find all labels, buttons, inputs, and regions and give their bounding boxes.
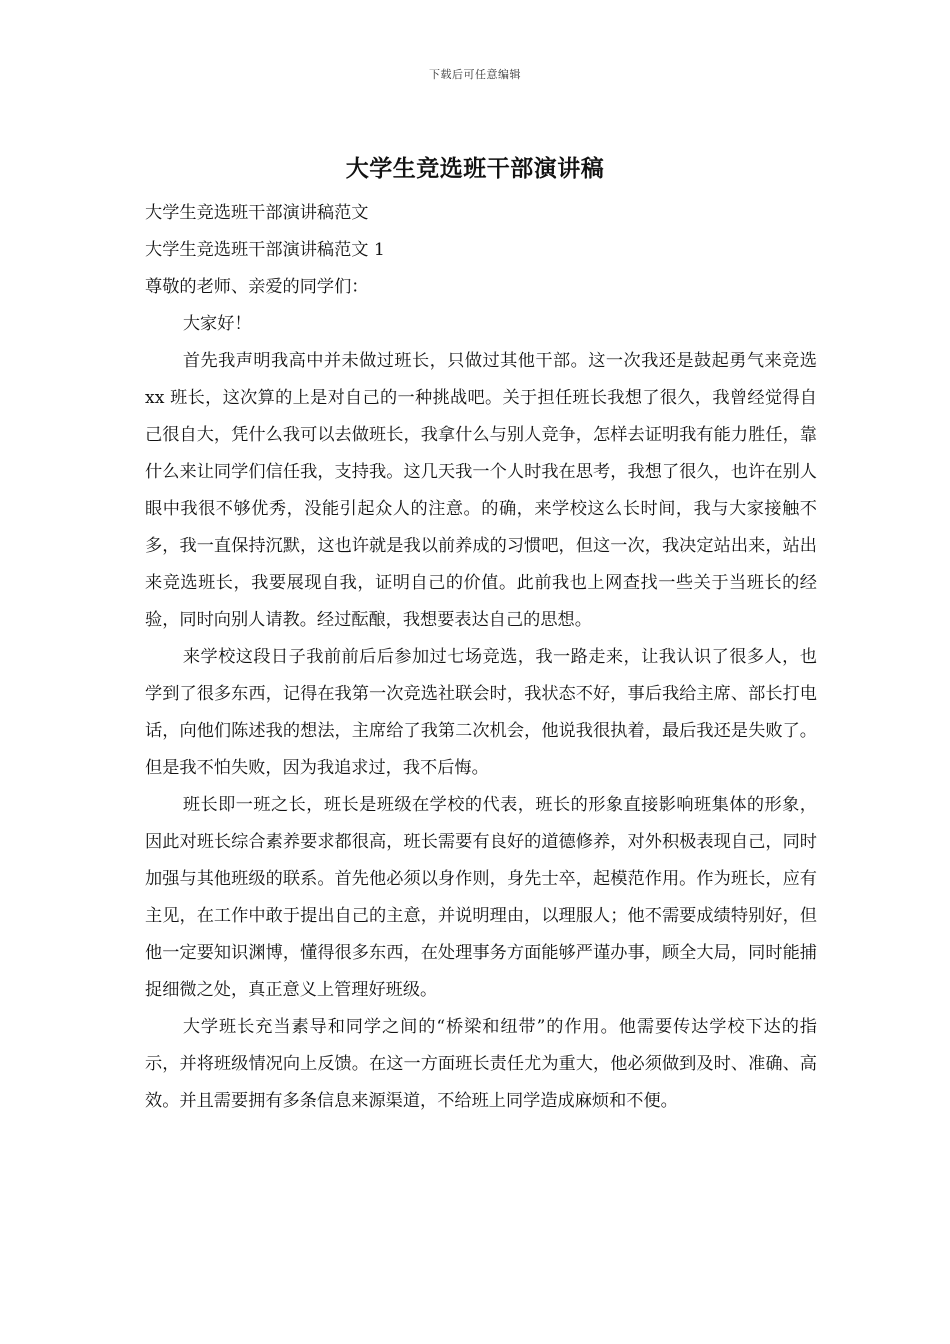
paragraph-3: 班长即一班之长，班长是班级在学校的代表，班长的形象直接影响班集体的形象，因此对班长综合素养要求都很高，班长需要有良好的道德修养，对外积极表现自己，同时加强与其他班级的联系。首先他必须以身作则，身先士卒，起模范作用。作为班长，应有主见，在工作中敢于提出自己的主意，并说明理由，以理服人；他不需要成绩特别好，但他一定要知识渊博，懂得很多东西，在处理事务方面能够严谨办事，顾全大局，同时能捕捉细微之处，真正意义上管理好班级。 — [145, 795, 817, 1000]
paragraph-4: 大学班长充当素导和同学之间的“桥梁和纽带”的作用。他需要传达学校下达的指示，并将班级情况向上反馈。在这一方面班长责任尤为重大，他必须做到及时、准确、高效。并且需要拥有多条信息来源渠道，不给班上同学造成麻烦和不便。 — [145, 1017, 817, 1111]
sample-heading-line: 大学生竞选班干部演讲稿范文 1 — [145, 240, 385, 260]
document-title: 大学生竞选班干部演讲稿 — [345, 155, 605, 182]
subtitle-line: 大学生竞选班干部演讲稿范文 — [145, 203, 369, 223]
greeting-line: 大家好！ — [182, 314, 252, 334]
paragraph-1: 首先我声明我高中并未做过班长，只做过其他干部。这一次我还是鼓起勇气来竞选 xx 班长，这次算的上是对自己的一种挑战吧。关于担任班长我想了很久，我曾经觉得自己很自大，凭什么我可以去做班长，我拿什么与别人竞争，怎样去证明我有能力胜任，靠什么来让同学们信任我，支持我。这几天我一个人时我在思考，我想了很久，也许在别人眼中我很不够优秀，没能引起众人的注意。的确，来学校这么长时间，我与大家接触不多，我一直保持沉默，这也许就是我以前养成的习惯吧，但这一次，我决定站出来，站出来竞选班长，我要展现自我，证明自己的价值。此前我也上网查找一些关于当班长的经验，同时向别人请教。经过酝酿，我想要表达自己的思想。 — [145, 351, 817, 630]
salutation-line: 尊敬的老师、亲爱的同学们： — [145, 277, 369, 297]
document-body — [145, 195, 817, 1120]
header-note: 下载后可任意编辑 — [429, 68, 521, 81]
paragraph-2: 来学校这段日子我前前后后参加过七场竞选，我一路走来，让我认识了很多人，也学到了很多东西，记得在我第一次竞选社联会时，我状态不好，事后我给主席、部长打电话，向他们陈述我的想法，主席给了我第二次机会，他说我很执着，最后我还是失败了。但是我不怕失败，因为我追求过，我不后悔。 — [145, 647, 817, 778]
